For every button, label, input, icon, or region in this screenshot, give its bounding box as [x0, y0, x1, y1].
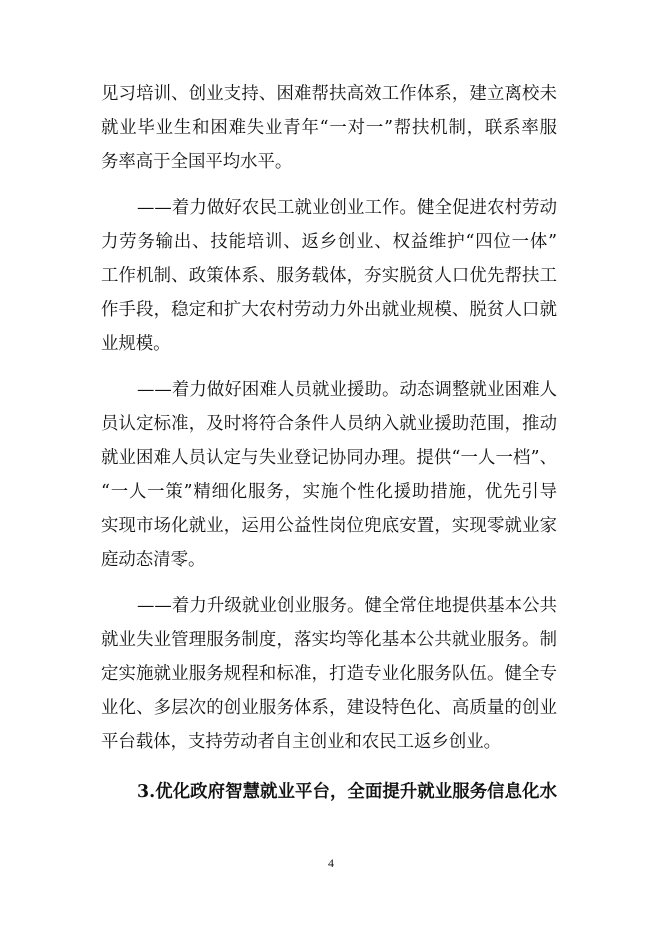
- text-line: 作手段，稳定和扩大农村劳动力外出就业规模、脱贫人口就: [101, 300, 557, 320]
- text-line: 务率高于全国平均水平。: [101, 152, 293, 172]
- text-line: 员认定标准，及时将符合条件人员纳入就业援助范围，推动: [101, 414, 557, 434]
- text-line: ——着力升级就业创业服务。健全常住地提供基本公共: [137, 596, 557, 616]
- text-line: “一人一策”精细化服务，实施个性化援助措施，优先引导: [101, 482, 557, 502]
- text-line: ——着力做好困难人员就业援助。动态调整就业困难人: [137, 380, 557, 400]
- text-line: 就业失业管理服务制度，落实均等化基本公共就业服务。制: [101, 630, 557, 650]
- text-line: 平台载体，支持劳动者自主创业和农民工返乡创业。: [101, 732, 501, 752]
- text-line: 见习培训、创业支持、困难帮扶高效工作体系，建立离校未: [101, 84, 557, 104]
- paragraph-graduates-continued: [101, 77, 557, 179]
- text-line: 业规模。: [101, 334, 171, 354]
- paragraph-employment-assistance: [101, 373, 557, 577]
- text-line: 就业毕业生和困难失业青年“一对一”帮扶机制，联系率服: [101, 118, 557, 138]
- text-line: 实现市场化就业，运用公益性岗位兜底安置，实现零就业家: [101, 516, 557, 536]
- section-heading: 3.优化政府智慧就业平台，全面提升就业服务信息化水: [137, 782, 557, 802]
- text-line: 工作机制、政策体系、服务载体，夯实脱贫人口优先帮扶工: [101, 266, 557, 286]
- text-line: 定实施就业服务规程和标准，打造专业化服务队伍。健全专: [101, 664, 557, 684]
- text-line: 庭动态清零。: [101, 550, 206, 570]
- paragraph-entrepreneurship-services: [101, 589, 557, 759]
- text-line: 就业困难人员认定与失业登记协同办理。提供“一人一档”、: [101, 448, 557, 468]
- document-body: [101, 77, 557, 809]
- text-line: 力劳务输出、技能培训、返乡创业、权益维护“四位一体”: [101, 232, 557, 252]
- page-number: 4: [328, 856, 334, 870]
- paragraph-migrant-workers: [101, 191, 557, 361]
- text-line: 业化、多层次的创业服务体系，建设特色化、高质量的创业: [101, 698, 557, 718]
- text-line: ——着力做好农民工就业创业工作。健全促进农村劳动: [137, 198, 557, 218]
